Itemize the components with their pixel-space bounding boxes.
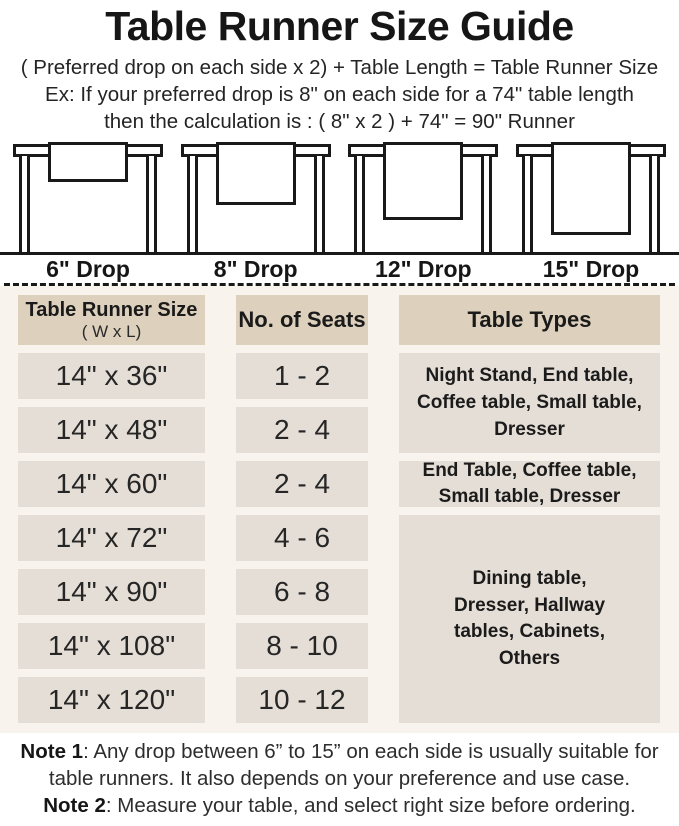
runner-size-cell: 14" x 120" [18,677,205,723]
table-leg-graphic [481,156,492,252]
drop-label-8: 8" Drop [213,255,298,282]
runner-size-cell: 14" x 90" [18,569,205,615]
seats-cell: 1 - 2 [236,353,368,399]
seats-cell: 2 - 4 [236,461,368,507]
formula-text: ( Preferred drop on each side x 2) + Table Length = Table Runner Size [20,56,659,80]
table-leg-graphic [19,156,30,252]
table-types-cell-small-tables [399,353,660,453]
runner-graphic [551,142,631,235]
note-1-label: Note 1 [20,740,84,764]
drop-label-15: 15" Drop [542,255,640,282]
table-illustration-6-drop [13,142,163,252]
column-header-runner-size-title: Table Runner Size [25,298,198,321]
note-2 [4,793,675,820]
example-line-1: Ex: If your preferred drop is 8" on each side for a 74" table length [45,83,634,107]
table-illustration-8-drop [181,142,331,252]
runner-size-cell: 14" x 108" [18,623,205,669]
drop-illustrations [0,142,679,252]
table-leg-graphic [649,156,660,252]
note-1 [4,739,675,792]
seats-cell: 8 - 10 [236,623,368,669]
table-types-cell-large-tables [399,515,660,723]
note-1-text: : Any drop between 6” to 15” on each side is usually suitable for table runners. It also depends on your preference and use case. [48,740,659,790]
column-header-table-types: Table Types [399,295,660,345]
footnotes [0,739,679,819]
runner-size-cell: 14" x 60" [18,461,205,507]
note-2-text: : Measure your table, and select right size before ordering. [105,793,636,817]
runner-size-cell: 14" x 48" [18,407,205,453]
table-types-cell-medium-tables [399,461,660,507]
runner-size-cell: 14" x 36" [18,353,205,399]
column-header-runner-size-sub: ( W x L) [81,321,142,341]
drop-labels [0,255,679,283]
size-table [0,286,679,733]
table-types-text: End Table, Coffee table, Small table, Dresser [422,459,637,508]
table-leg-graphic [354,156,365,252]
column-header-seats: No. of Seats [236,295,368,345]
seats-cell: 6 - 8 [236,569,368,615]
runner-size-cell: 14" x 72" [18,515,205,561]
seats-cell: 10 - 12 [236,677,368,723]
seats-cell: 2 - 4 [236,407,368,453]
header [0,0,679,135]
table-leg-graphic [314,156,325,252]
drop-label-6: 6" Drop [46,255,130,282]
table-leg-graphic [522,156,533,252]
runner-graphic [216,142,296,205]
page-title: Table Runner Size Guide [105,3,574,49]
table-illustration-12-drop [348,142,498,252]
column-header-runner-size [18,295,205,345]
table-leg-graphic [146,156,157,252]
table-illustration-15-drop [516,142,666,252]
table-types-text: Night Stand, End table, Coffee table, Small table, Dresser [417,365,642,440]
example-line-2: then the calculation is : ( 8" x 2 ) + 74" = 90" Runner [104,110,575,134]
runner-graphic [383,142,463,220]
table-types-text: Dining table, Dresser, Hallway tables, Cabinets, Others [453,568,606,669]
table-leg-graphic [187,156,198,252]
drop-label-12: 12" Drop [375,255,472,282]
note-2-label: Note 2 [43,793,106,817]
seats-cell: 4 - 6 [236,515,368,561]
runner-graphic [48,142,128,182]
